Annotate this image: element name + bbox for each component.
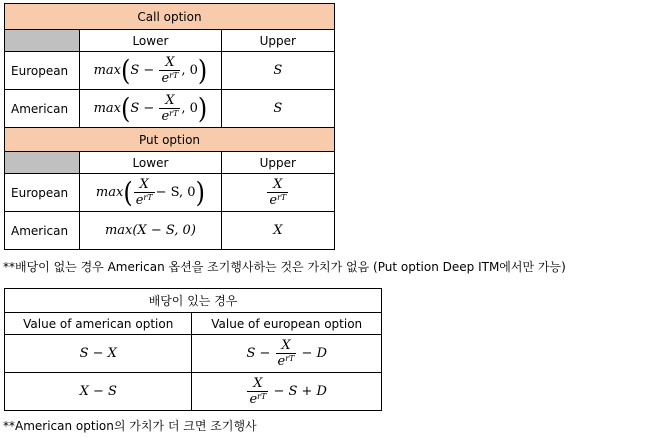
put-american-label: American	[5, 212, 80, 250]
early-exercise-note: **American option의 가치가 더 크면 조기행사	[3, 419, 257, 433]
blank-header-cell	[5, 152, 80, 174]
option-bounds-table	[4, 3, 335, 250]
call-european-label: European	[5, 52, 80, 90]
call-lower-header: Lower	[80, 30, 221, 52]
dividend-row1-american: S − X	[5, 335, 192, 373]
dividend-table	[4, 288, 382, 411]
no-dividend-note: **배당이 없는 경우 American 옵션을 조기행사하는 것은 가치가 없음 (Put option Deep ITM에서만 가능)	[3, 260, 566, 274]
blank-header-cell	[5, 30, 80, 52]
put-european-lower: max( $\frac{X}{e^{rT}}$ − S, 0)	[80, 174, 221, 212]
call-european-upper: S	[221, 52, 334, 90]
call-american-lower: max(S − $\frac{X}{e^{rT}}$ , 0)	[80, 90, 221, 128]
call-american-label: American	[5, 90, 80, 128]
put-lower-header: Lower	[80, 152, 221, 174]
call-american-upper: S	[221, 90, 334, 128]
american-value-header: Value of american option	[5, 313, 192, 335]
european-value-header: Value of european option	[192, 313, 382, 335]
dividend-row1-european: S − $\frac{X}{e^{rT}}$ − D	[192, 335, 382, 373]
call-option-header: Call option	[5, 4, 335, 30]
put-european-upper: $\frac{X}{e^{rT}}$	[221, 174, 334, 212]
dividend-header: 배당이 있는 경우	[5, 289, 382, 313]
put-european-label: European	[5, 174, 80, 212]
put-american-lower: max(X − S, 0)	[80, 212, 221, 250]
dividend-row2-european: $\frac{X}{e^{rT}}$ − S + D	[192, 373, 382, 411]
call-upper-header: Upper	[221, 30, 334, 52]
put-american-upper: X	[221, 212, 334, 250]
dividend-row2-american: X − S	[5, 373, 192, 411]
put-option-header: Put option	[5, 128, 335, 152]
put-upper-header: Upper	[221, 152, 334, 174]
call-european-lower: max(S − $\frac{X}{e^{rT}}$ , 0)	[80, 52, 221, 90]
